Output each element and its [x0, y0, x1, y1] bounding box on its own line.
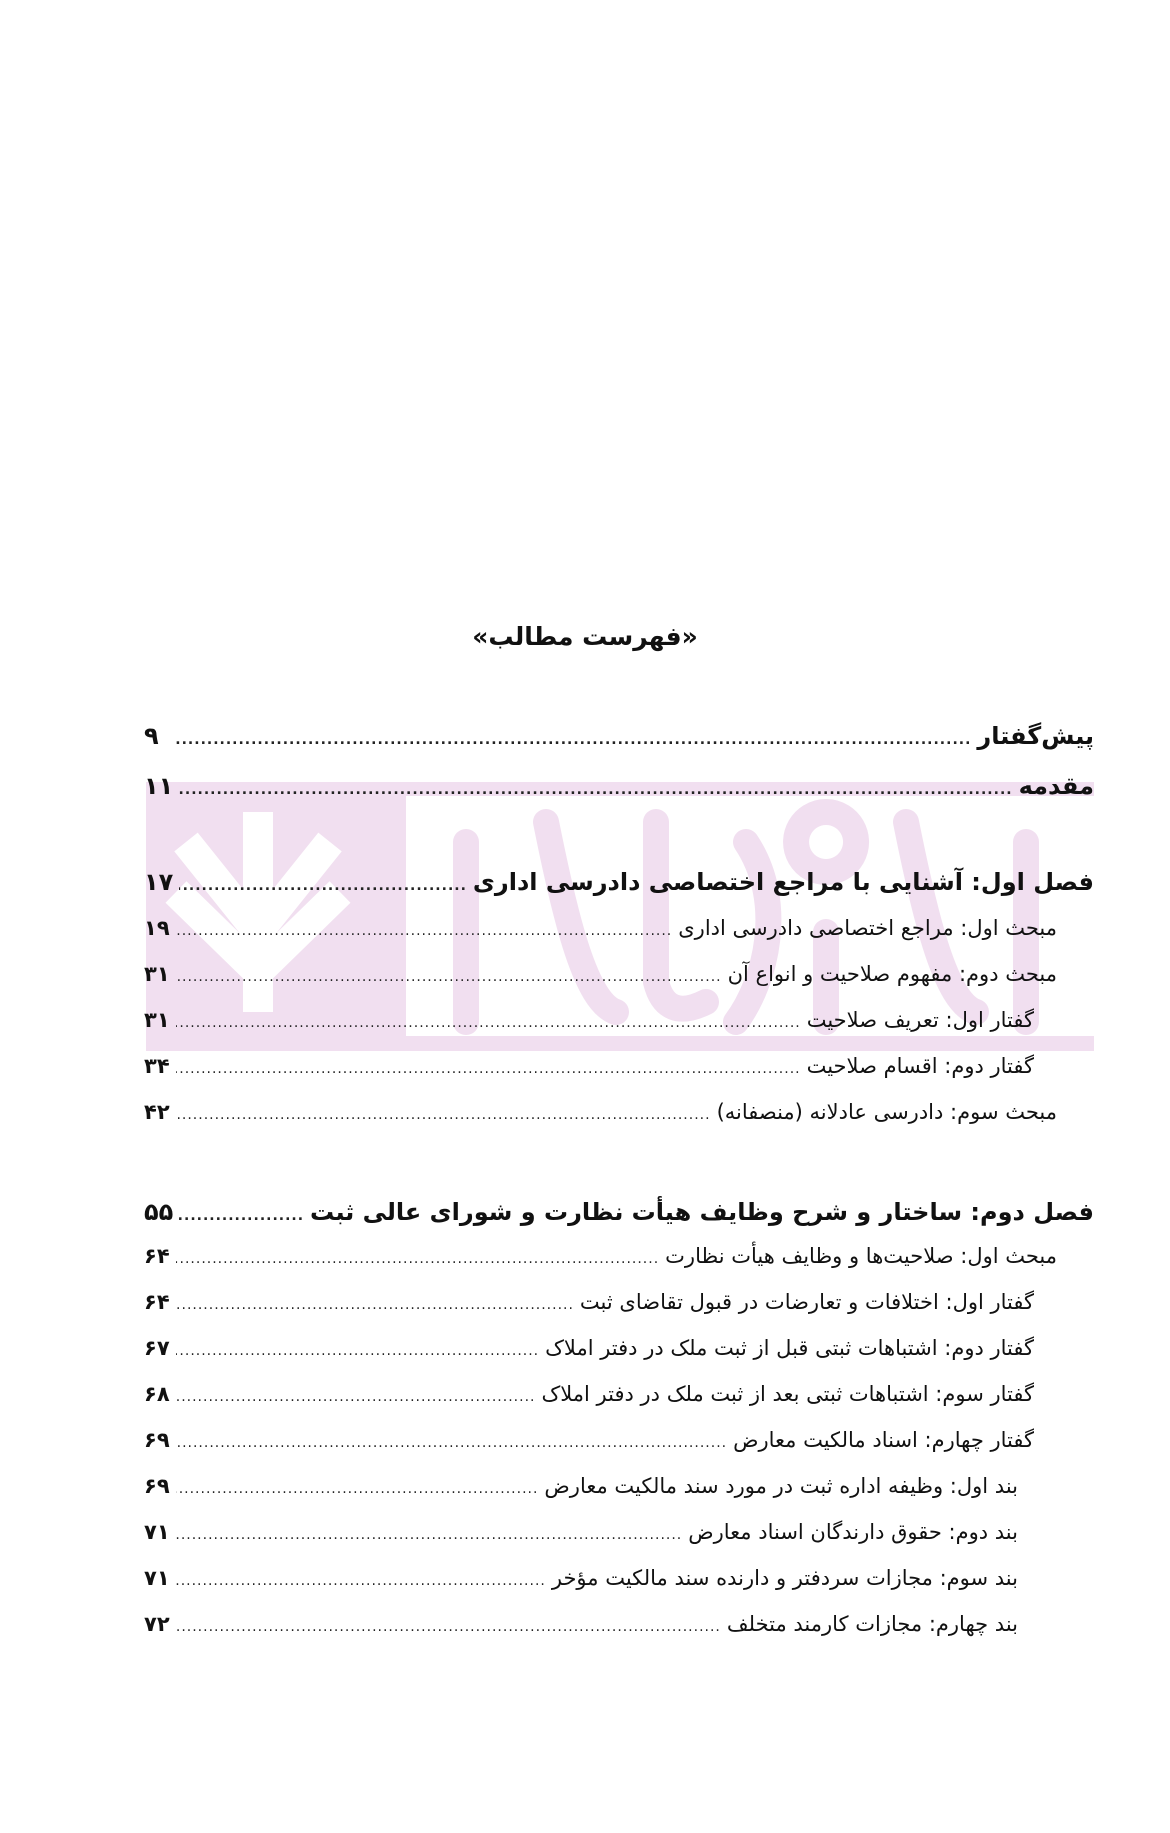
toc-entry-label: گفتار اول: اختلافات و تعارضات در قبول تقاضای ثبت	[579, 1290, 1034, 1314]
toc-entry	[144, 1612, 1018, 1636]
toc-entry-label: پیش‌گفتار	[977, 722, 1094, 750]
leader-dots	[176, 1527, 682, 1543]
toc-entry-page: ۳۴	[144, 1054, 170, 1078]
leader-dots	[176, 969, 722, 985]
toc-entry-label: مقدمه	[1018, 772, 1094, 800]
leader-dots	[176, 732, 971, 748]
toc-entry	[144, 1054, 1034, 1078]
toc-entry-label: بند اول: وظیفه اداره ثبت در مورد سند مالکیت معارض	[544, 1474, 1018, 1498]
leader-dots	[179, 782, 1012, 798]
toc-entry-page: ۶۹	[144, 1428, 170, 1452]
toc-entry	[144, 1100, 1057, 1124]
toc-entry	[144, 1474, 1018, 1498]
leader-dots	[176, 1435, 727, 1451]
toc-entry	[144, 916, 1057, 940]
toc-entry	[144, 1244, 1057, 1268]
leader-dots	[179, 1208, 304, 1224]
leader-dots	[176, 1107, 711, 1123]
toc-entry-page: ۴۲	[144, 1100, 170, 1124]
toc-entry-page: ۷۲	[144, 1612, 170, 1636]
toc-entry-label: بند چهارم: مجازات کارمند متخلف	[726, 1612, 1018, 1636]
toc-entry	[144, 1566, 1018, 1590]
toc-entry-page: ۵۵	[144, 1198, 174, 1226]
toc-entry-page: ۹	[144, 722, 159, 750]
toc-entry	[144, 1008, 1034, 1032]
leader-dots	[176, 1481, 538, 1497]
toc-entry-label: مبحث دوم: مفهوم صلاحیت و انواع آن	[727, 962, 1057, 986]
toc-entry	[144, 722, 1094, 750]
toc-entry-page: ۱۷	[144, 868, 174, 896]
leader-dots	[179, 878, 467, 894]
toc-entry-page: ۱۱	[144, 772, 174, 800]
leader-dots	[176, 1061, 801, 1077]
toc-entry	[144, 1520, 1018, 1544]
toc-entry-page: ۷۱	[144, 1566, 170, 1590]
toc-entry	[144, 1428, 1034, 1452]
leader-dots	[176, 1389, 535, 1405]
leader-dots	[176, 1297, 574, 1313]
toc-entry	[144, 1382, 1034, 1406]
toc-entry-label: گفتار چهارم: اسناد مالکیت معارض	[733, 1428, 1034, 1452]
toc-entry-page: ۳۱	[144, 1008, 170, 1032]
toc-entry-page: ۶۴	[144, 1290, 170, 1314]
toc-entry-page: ۷۱	[144, 1520, 170, 1544]
toc-entry	[144, 772, 1094, 800]
toc-entry-page: ۶۸	[144, 1382, 170, 1406]
toc-entry	[144, 1336, 1034, 1360]
toc-entry-page: ۶۹	[144, 1474, 170, 1498]
toc-entry-label: فصل دوم: ساختار و شرح وظایف هیأت نظارت و شورای عالی ثبت	[310, 1198, 1094, 1226]
toc-entry-page: ۶۷	[144, 1336, 170, 1360]
leader-dots	[176, 1573, 546, 1589]
toc-title: «فهرست مطالب»	[472, 622, 698, 651]
toc-entry-label: مبحث اول: صلاحیت‌ها و وظایف هیأت نظارت	[665, 1244, 1057, 1268]
toc-entry	[144, 962, 1057, 986]
leader-dots	[176, 1251, 659, 1267]
toc-entry-label: گفتار دوم: اقسام صلاحیت	[806, 1054, 1034, 1078]
toc-entry-page: ۳۱	[144, 962, 170, 986]
leader-dots	[176, 1343, 539, 1359]
toc-entry	[144, 1290, 1034, 1314]
toc-entry-label: مبحث سوم: دادرسی عادلانه (منصفانه)	[716, 1100, 1057, 1124]
toc-entry-page: ۱۹	[144, 916, 170, 940]
toc-entry-label: بند دوم: حقوق دارندگان اسناد معارض	[688, 1520, 1018, 1544]
leader-dots	[176, 923, 672, 939]
toc-entry-page: ۶۴	[144, 1244, 170, 1268]
toc-entry	[144, 1198, 1094, 1226]
toc-entry-label: گفتار دوم: اشتباهات ثبتی قبل از ثبت ملک در دفتر املاک	[545, 1336, 1034, 1360]
leader-dots	[176, 1015, 801, 1031]
toc-entry-label: گفتار اول: تعریف صلاحیت	[806, 1008, 1034, 1032]
toc-entry-label: گفتار سوم: اشتباهات ثبتی بعد از ثبت ملک در دفتر املاک	[541, 1382, 1034, 1406]
toc-entry-label: بند سوم: مجازات سردفتر و دارنده سند مالکیت مؤخر	[551, 1566, 1018, 1590]
toc-entry-label: فصل اول: آشنایی با مراجع اختصاصی دادرسی اداری	[472, 868, 1094, 896]
leader-dots	[176, 1619, 721, 1635]
toc-entry-label: مبحث اول: مراجع اختصاصی دادرسی اداری	[678, 916, 1057, 940]
toc-entry	[144, 868, 1094, 896]
